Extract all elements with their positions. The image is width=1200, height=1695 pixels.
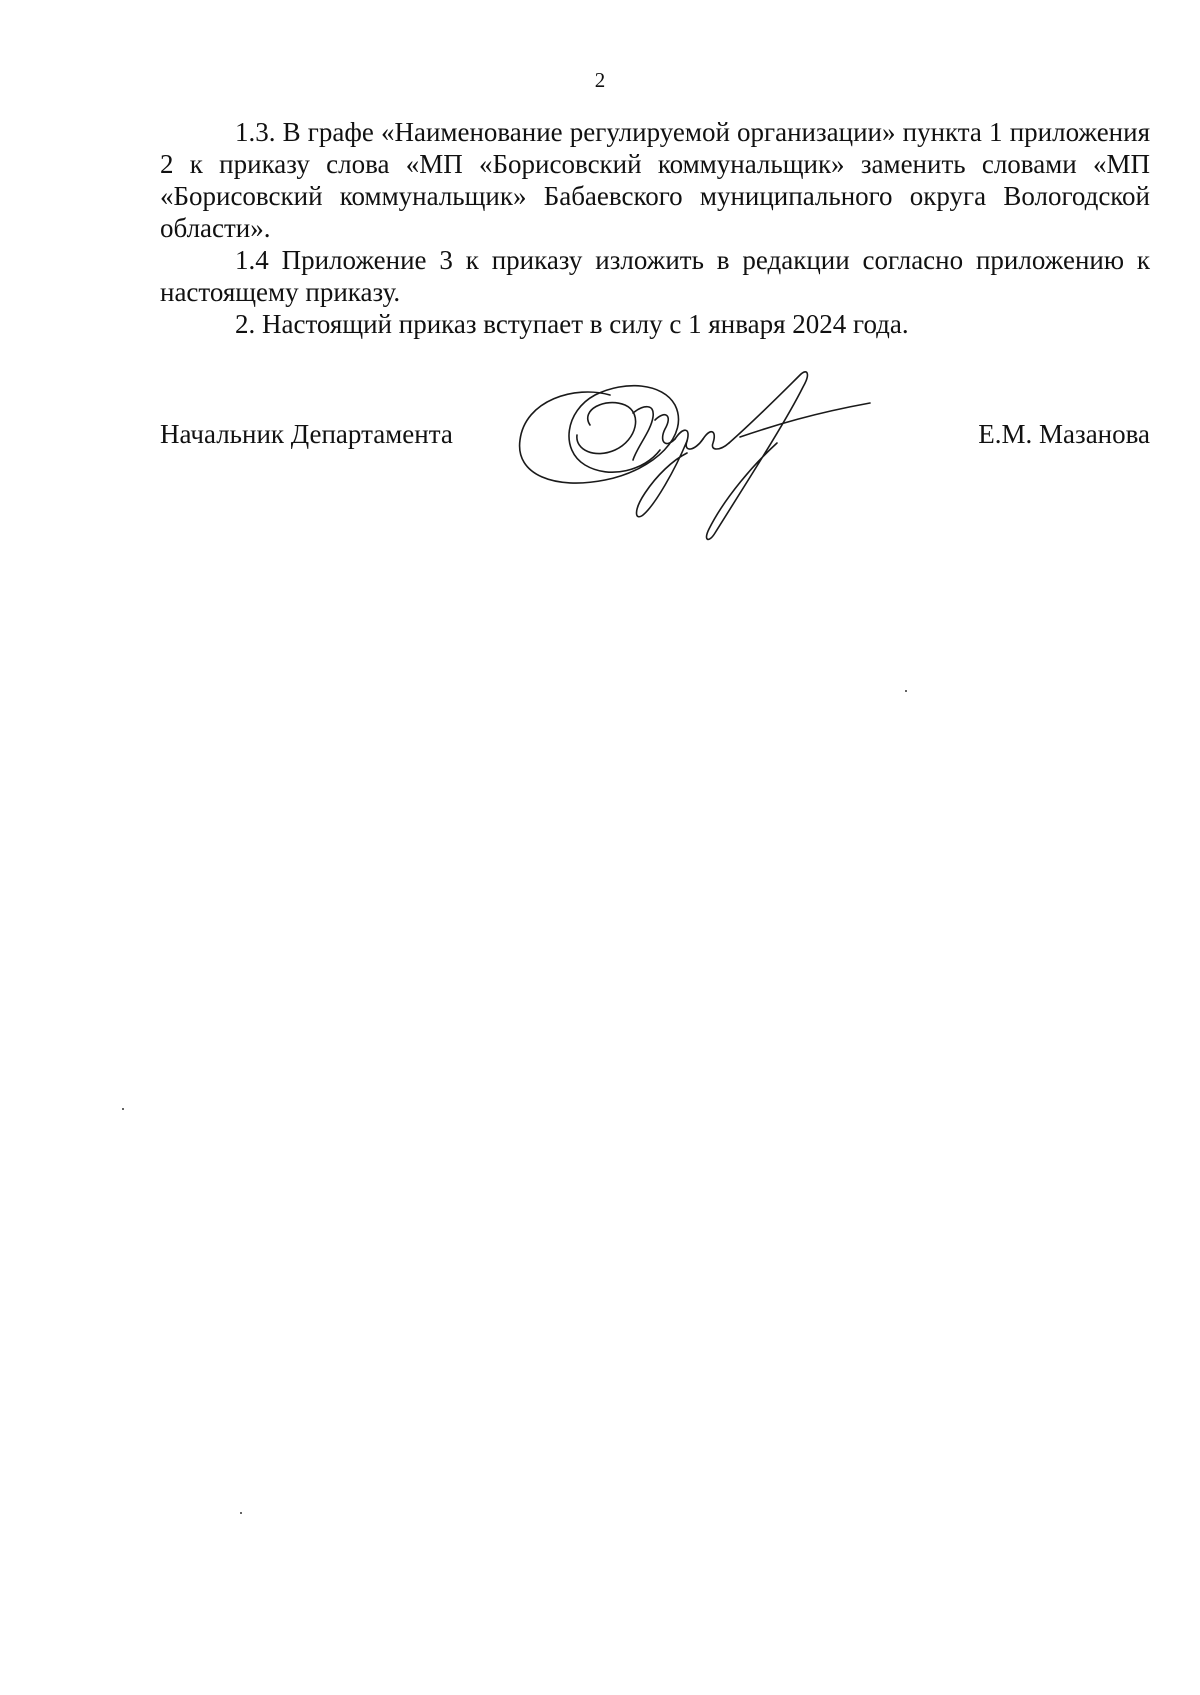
document-body xyxy=(160,116,1150,340)
scan-speck xyxy=(122,1108,124,1110)
signatory-name: Е.М. Мазанова xyxy=(978,419,1150,449)
paragraph-1-3: 1.3. В графе «Наименование регулируемой организации» пункта 1 приложения 2 к приказу слова «МП «Борисовский коммунальщик» заменить словами «МП «Борисовский коммунальщик» Бабаевского муниципального округа Вологодской области». xyxy=(160,117,1150,243)
paragraph-2: 2. Настоящий приказ вступает в силу с 1 января 2024 года. xyxy=(235,309,909,339)
signatory-position: Начальник Департамента xyxy=(160,419,453,449)
paragraph-1-4: 1.4 Приложение 3 к приказу изложить в редакции согласно приложению к настоящему приказу. xyxy=(160,245,1150,307)
page-number: 2 xyxy=(594,68,606,92)
scan-speck xyxy=(905,690,907,692)
scan-speck xyxy=(240,1512,242,1514)
handwritten-signature-icon xyxy=(515,365,895,550)
